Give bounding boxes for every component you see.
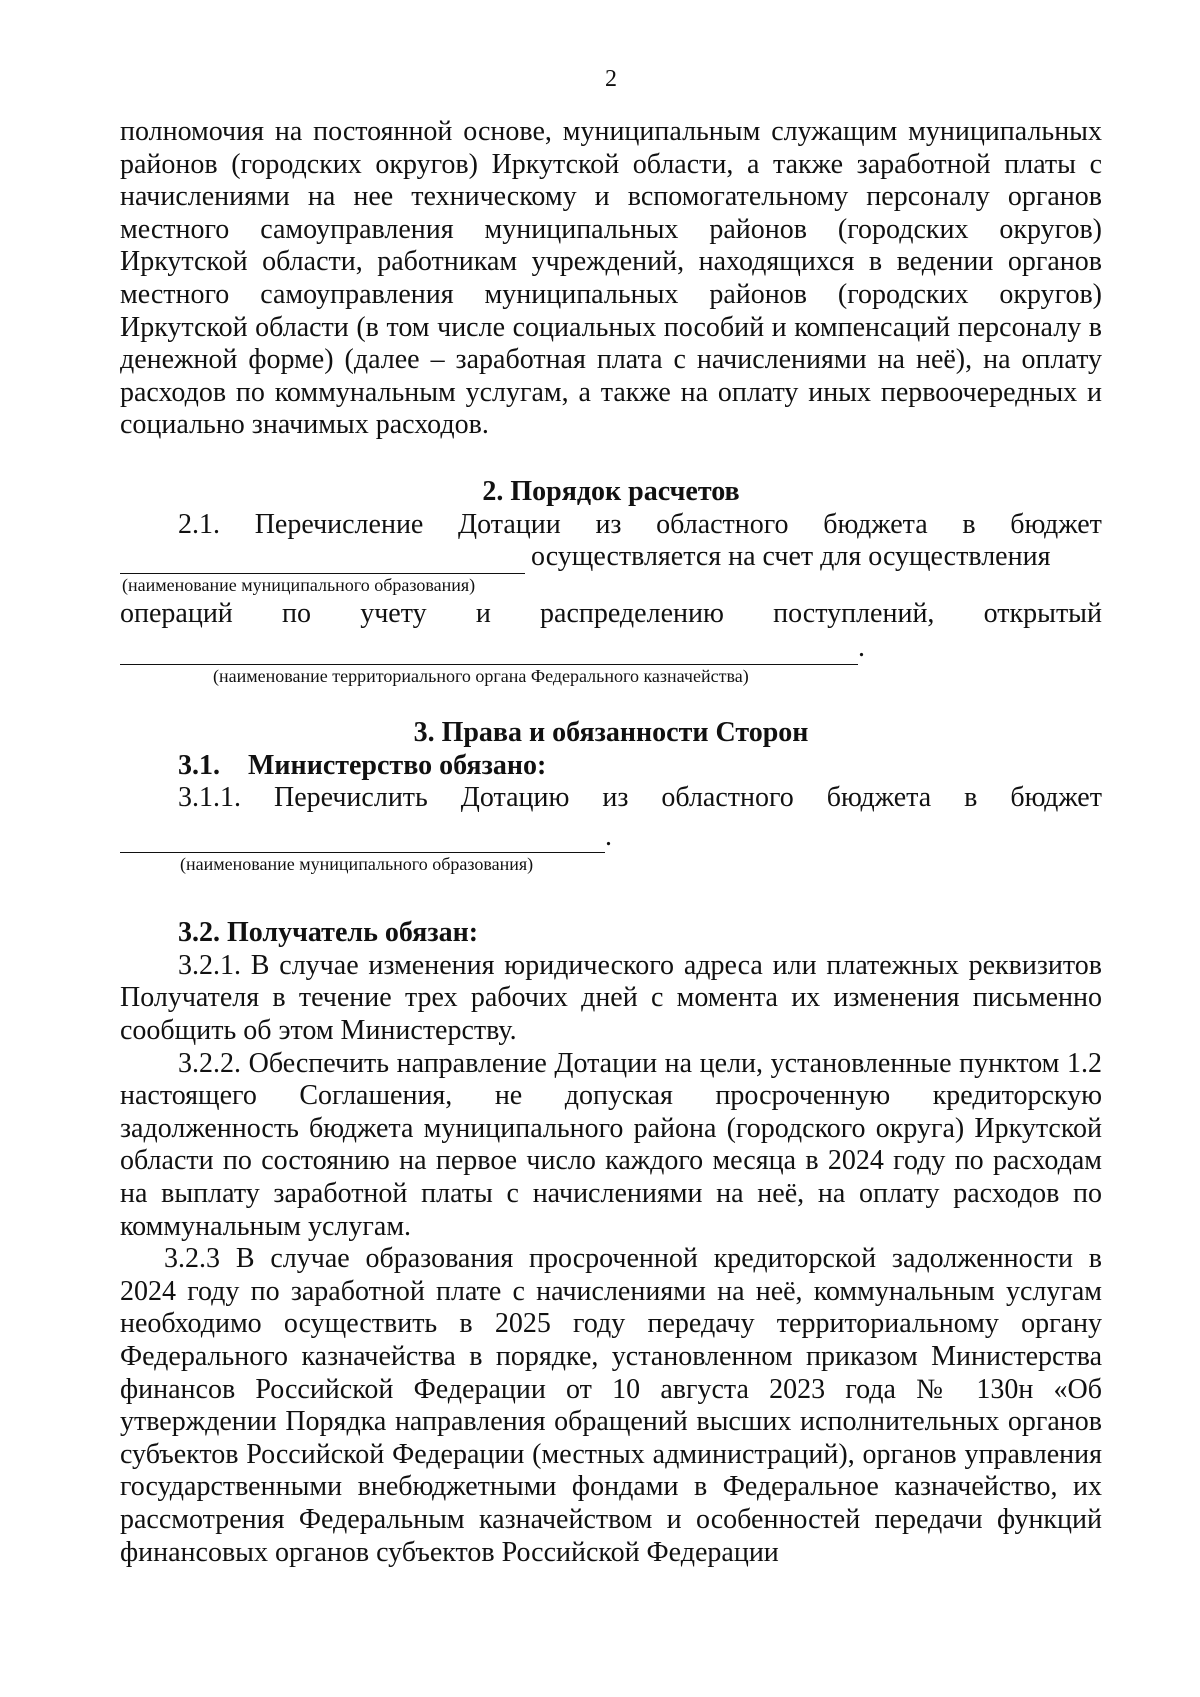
word: Дотацию — [460, 782, 570, 814]
word: из — [595, 508, 622, 540]
word: бюджет — [1010, 508, 1102, 540]
word: открытый — [983, 597, 1102, 629]
document-body — [120, 116, 1102, 1569]
section-2-heading: 2. Порядок расчетов — [482, 475, 740, 507]
word: в — [964, 782, 978, 814]
subsection-3-1-heading — [120, 750, 1102, 783]
clause-2-1-line-3 — [120, 598, 1102, 631]
subsection-3-1-number: 3.1. — [178, 749, 220, 781]
word: поступлений, — [773, 597, 935, 629]
subsection-3-1-title: Министерство обязано: — [248, 749, 547, 781]
word: областного — [661, 782, 794, 814]
clause-3-1-1-line-2 — [120, 821, 1102, 854]
word: Перечислить — [273, 782, 428, 814]
treasury-caption: (наименование территориального органа Федерального казначейства) — [213, 665, 749, 686]
subsection-3-2-heading: 3.2. Получатель обязан: — [178, 917, 479, 949]
section-3-heading: 3. Права и обязанности Сторон — [413, 716, 809, 748]
clause-3-1-1-line-1 — [120, 782, 1102, 815]
clause-2-1-line-1 — [120, 509, 1102, 542]
word: из — [602, 782, 629, 814]
word: 2.1. — [178, 508, 220, 540]
word: операций — [120, 597, 233, 629]
intro-paragraph: полномочия на постоянной основе, муниципальным служащим муниципальных районов (городских округов) Иркутской области, а также заработной платы с начислениями на нее техническому и вспомогательному персоналу органов местного самоуправления муниципальных районов (городских округов) Иркутской области, работникам учреждений, находящихся в ведении органов местного самоуправления муниципальных районов (городских округов) Иркутской области (в том числе социальных пособий и компенсаций персоналу в денежной форме) (далее – заработная плата с начислениями на неё), на оплату расходов по коммунальным услугам, а также на оплату иных первоочередных и социально значимых расходов. — [120, 116, 1102, 441]
clause-2-1-continuation: осуществляется на счет для осуществления — [531, 541, 1051, 573]
word: распределению — [540, 597, 724, 629]
municipality-caption: (наименование муниципального образования) — [122, 574, 476, 595]
word: учету — [360, 597, 427, 629]
clause-2-1-line-4 — [120, 632, 1102, 665]
municipality-blank-line — [120, 547, 525, 574]
municipality-blank-line — [120, 826, 605, 853]
treasury-blank-line — [120, 638, 858, 665]
word: бюджета — [826, 782, 932, 814]
word: 3.1.1. — [178, 782, 241, 814]
word: Перечисление — [254, 508, 424, 540]
municipality-caption: (наименование муниципального образования) — [180, 854, 534, 875]
page-number: 2 — [605, 66, 617, 92]
word: и — [475, 597, 491, 629]
clause-3-2-3: 3.2.3 В случае образования просроченной кредиторской задолженности в 2024 году по заработной плате с начислениями на неё, коммунальным услугам необходимо осуществить в 2025 году передачу территориальному органу Федерального казначейства в порядке, установленном приказом Министерства финансов Российской Федерации от 10 августа 2023 года № 130н «Об утверждении Порядка направления обращений высших исполнительных органов субъектов Российской Федерации (местных администраций), органов управления государственными внебюджетными фондами в Федеральное казначейство, их рассмотрения Федеральным казначейством и особенностей передачи функций финансовых органов субъектов Российской Федерации — [120, 1243, 1102, 1568]
word: в — [962, 508, 976, 540]
word: бюджет — [1010, 782, 1102, 814]
word: областного — [656, 508, 789, 540]
clause-3-2-2: 3.2.2. Обеспечить направление Дотации на цели, установленные пунктом 1.2 настоящего Соглашения, не допуская просроченную кредиторскую задолженность бюджета муниципального района (городского округа) Иркутской области по состоянию на первое число каждого месяца в 2024 году по расходам на выплату заработной платы с начислениями на неё, на оплату расходов по коммунальным услугам. — [120, 1047, 1102, 1242]
clause-2-1-line-2 — [120, 541, 1102, 574]
word: по — [282, 597, 311, 629]
clause-2-1-period: . — [858, 632, 865, 664]
word: бюджета — [823, 508, 928, 540]
word: Дотации — [458, 508, 561, 540]
clause-3-1-1-period: . — [605, 820, 612, 852]
clause-3-2-1: 3.2.1. В случае изменения юридического адреса или платежных реквизитов Получателя в течение трех рабочих дней с момента их изменения письменно сообщить об этом Министерству. — [120, 949, 1102, 1047]
